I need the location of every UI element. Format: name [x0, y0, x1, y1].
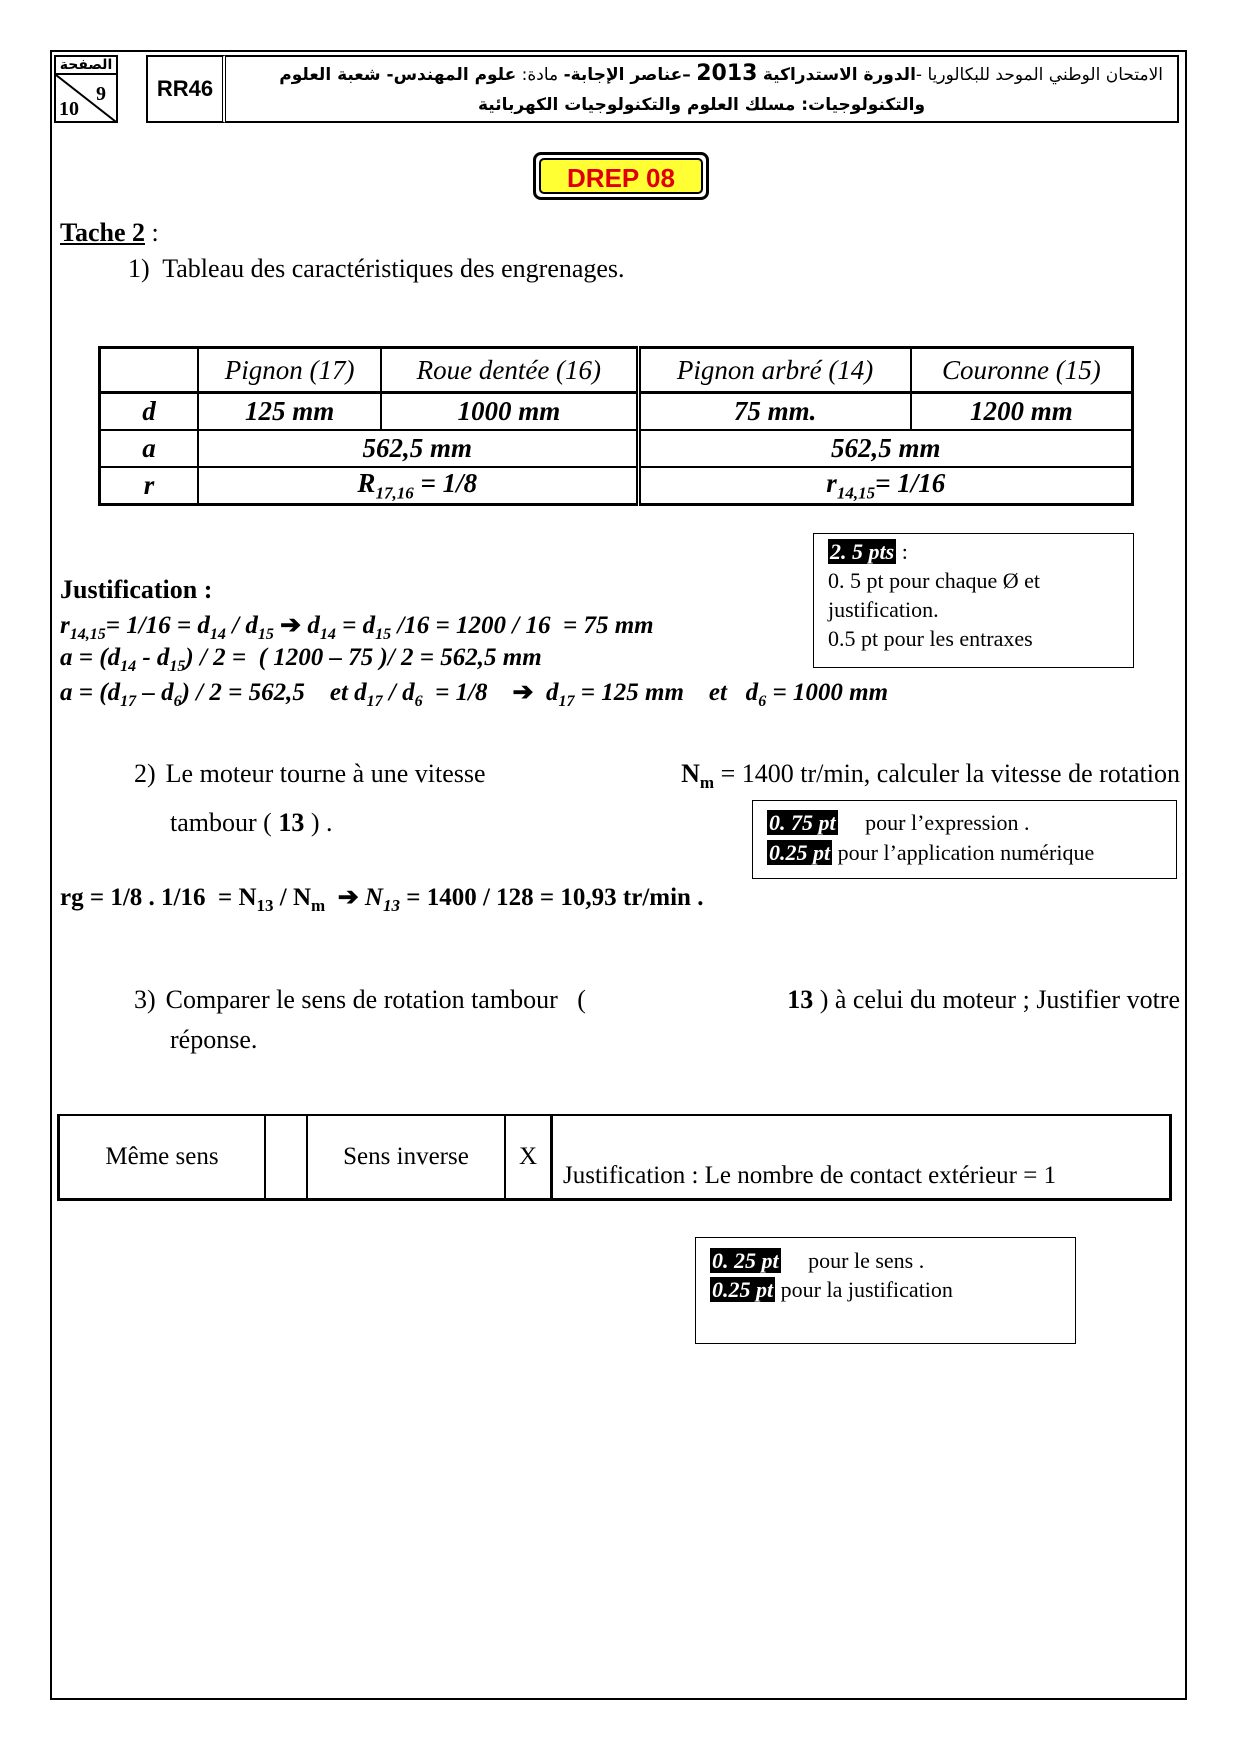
exam-title-line2 [240, 90, 1163, 120]
grade-line: justification. [828, 597, 939, 622]
title-track: والتكنولوجيات: مسلك العلوم والتكنولوجيات الكهربائية [477, 95, 926, 115]
question-3-line-2: réponse. [170, 1025, 258, 1054]
header-pignon-17: Pignon (17) [198, 348, 381, 393]
question-1-text: Tableau des caractéristiques des engrenages. [162, 254, 625, 283]
ratio-symbol: R [357, 468, 376, 498]
grade-line: 0. 5 pt pour chaque Ø et [828, 568, 1040, 593]
grade-points: 0. 25 pt [712, 1248, 779, 1273]
inverse-direction-label: Sens inverse [307, 1115, 505, 1200]
sense-justification: Justification : Le nombre de contact extérieur = 1 [552, 1115, 1171, 1200]
exam-code: RR46 [146, 55, 226, 123]
grade-points: 0. 75 pt [769, 810, 836, 835]
drep-badge [533, 152, 709, 200]
grading-box-2 [752, 800, 1177, 879]
cell-a-14-15: 562,5 mm [638, 430, 1133, 467]
page-total: 10 [59, 98, 79, 120]
justification-title: Justification : [60, 575, 213, 604]
question-2-tambour: tambour ( [170, 808, 279, 838]
question-1-number: 1) [128, 254, 150, 283]
grade-text: pour la justification [775, 1277, 953, 1302]
nm-subscript: m [699, 773, 715, 793]
header-pignon-14: Pignon arbré (14) [638, 348, 911, 393]
title-part: الامتحان الوطني الموحد للبكالوريا - [915, 65, 1163, 85]
question-3-text-a: Comparer le sens de rotation tambour ( [165, 985, 593, 1014]
title-subject: علوم المهندس- شعبة العلوم [279, 65, 517, 85]
table-row [100, 467, 1133, 505]
question-3-line-1 [134, 980, 1180, 1020]
cell-a-17-16: 562,5 mm [198, 430, 638, 467]
question-2-text-a: Le moteur tourne à une vitesse [165, 759, 486, 788]
rotation-speed-result: rg = 1/8 . $1/16 = N_{13} / N_m$ ➔ $N_{13} = 1400 / 128 = 10,93$ tr/min . [60, 884, 704, 915]
page-number-box [54, 55, 118, 123]
row-label-a: a [100, 430, 199, 467]
ratio-subscript: 17,16 [375, 483, 414, 503]
justification-line-1: $r_{14,15}= 1/16 = d_{14} / d_{15}$ ➔ $d_{14} = d_{15}$ /16 = 1200 / 16 = 75 mm [60, 612, 654, 643]
page-label: الصفحة [56, 57, 116, 75]
grade-points: 0.25 pt [712, 1277, 774, 1302]
grade-text: pour l’application numérique [832, 840, 1095, 865]
task-colon: : [145, 218, 159, 247]
ratio-subscript: 14,15 [836, 483, 876, 503]
title-subject-label: مادة: [521, 65, 559, 85]
table-row [100, 430, 1133, 467]
header-roue-16: Roue dentée (16) [381, 348, 638, 393]
grade-points: 0.25 pt [769, 840, 831, 865]
grade-text: pour le sens . [780, 1248, 925, 1273]
grade-tail: : [896, 539, 908, 564]
question-2-text [156, 754, 1180, 803]
grading-box-3 [695, 1237, 1076, 1344]
ratio-value: = 1/16 [875, 468, 946, 498]
title-answers: –عناصر الإجابة- [563, 65, 691, 85]
task-heading [60, 218, 159, 248]
same-direction-label: Même sens [59, 1115, 266, 1200]
exam-title [226, 55, 1179, 123]
ratio-symbol: r [826, 468, 837, 498]
grading-box-1 [813, 533, 1134, 668]
grade-line: 0.5 pt pour les entraxes [828, 626, 1033, 651]
table-header-row [100, 348, 1133, 393]
same-direction-checkbox [265, 1115, 307, 1200]
table-corner-cell [100, 348, 199, 393]
justification-line-2: $a = (d_{14} - d_{15}) / 2$ = ( 1200 – 75 )/ 2 = 562,5 mm [60, 644, 542, 675]
question-3 [134, 980, 1180, 1060]
gear-characteristics-table [98, 346, 1134, 506]
grade-points: 2. 5 pts [830, 539, 895, 564]
cell-d-15: 1200 mm [911, 393, 1133, 431]
nm-symbol: N [681, 759, 700, 788]
justification-line-3: $a = (d_{17} - d_6) / 2 = 562,5$ et $d_{17} / d_6 = 1/8$ ➔ $d_{17} = 125$ mm et $d_6 = 1000$ mm [60, 679, 889, 710]
cell-d-17: 125 mm [198, 393, 381, 431]
table-row [59, 1115, 1171, 1200]
title-session: الدورة الاستدراكية [762, 65, 916, 85]
cell-d-14: 75 mm. [638, 393, 911, 431]
cell-d-16: 1000 mm [381, 393, 638, 431]
question-2-number: 2) [134, 759, 156, 788]
question-2-text-b: = 1400 tr/min, calculer la vitesse de rotation [714, 759, 1180, 788]
row-label-r: r [100, 467, 199, 505]
question-3-text-b: ) à celui du moteur ; Justifier votre [813, 985, 1180, 1014]
question-2-end: ) . [304, 808, 333, 838]
table-row [100, 393, 1133, 431]
title-year: 2013 [696, 61, 758, 86]
cell-r-17-16 [198, 467, 638, 505]
question-3-part-number: 13 [787, 985, 814, 1014]
task-title: Tache 2 [60, 218, 145, 247]
row-label-d: d [100, 393, 199, 431]
question-1 [128, 254, 625, 284]
question-2-line-1 [134, 754, 1180, 803]
inverse-direction-checkbox: X [505, 1115, 552, 1200]
cell-r-14-15 [638, 467, 1133, 505]
ratio-value: = 1/8 [413, 468, 478, 498]
rotation-sense-table [57, 1114, 1172, 1201]
question-3-text [156, 980, 1180, 1020]
question-3-number: 3) [134, 985, 156, 1014]
drep-label: DREP 08 [539, 158, 703, 194]
question-2-part-number: 13 [278, 808, 305, 838]
exam-title-line1 [240, 59, 1163, 90]
page-number: 9 [96, 83, 106, 105]
grade-text: pour l’expression . [837, 810, 1030, 835]
header-couronne-15: Couronne (15) [911, 348, 1133, 393]
